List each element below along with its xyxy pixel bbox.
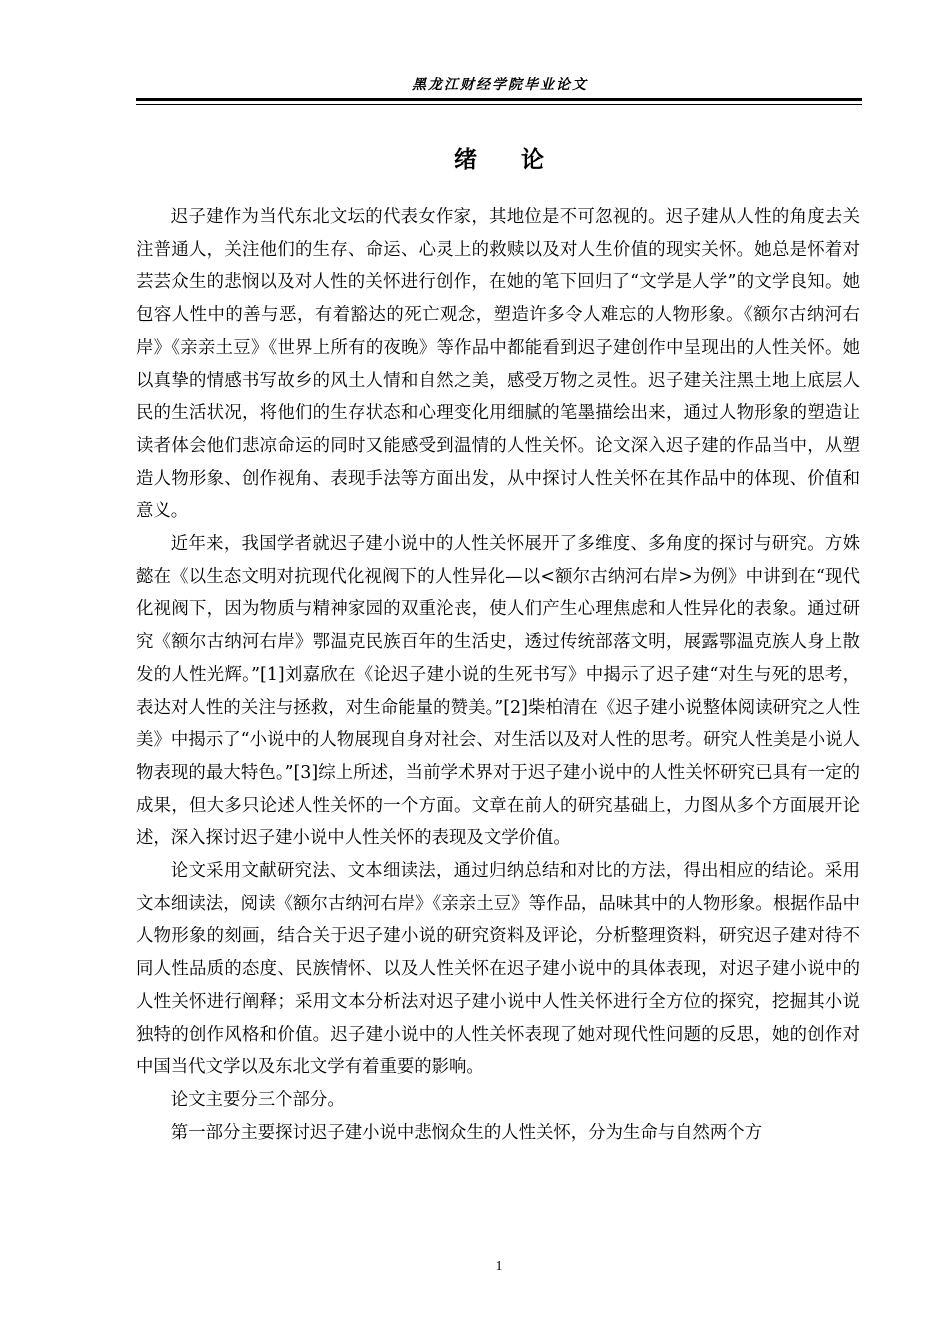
- header-rule-thin: [136, 104, 862, 105]
- chapter-title: 绪 论: [453, 147, 544, 173]
- paragraph-2: 近年来，我国学者就迟子建小说中的人性关怀展开了多维度、多角度的探讨与研究。方姝懿在《以生态文明对抗现代化视阀下的人性异化—以<额尔古纳河右岸>为例》中讲到在“现代化视阀下，因为物质与精神家园的双重沦丧，使人们产生心理焦虑和人性异化的表象。通过研究《额尔古纳河右岸》鄂温克民族百年的生活史，透过传统部落文明，展露鄂温克族人身上散发的人性光辉。”[1]刘嘉欣在《论迟子建小说的生死书写》中揭示了迟子建“对生与死的思考，表达对人性的关注与拯救，对生命能量的赞美。”[2]柴柏清在《迟子建小说整体阅读研究之人性美》中揭示了“小说中的人物展现自身对社会、对生活以及对人性的思考。研究人性美是小说人物表现的最大特色。”[3]综上所述，当前学术界对于迟子建小说中的人性关怀研究已具有一定的成果，但大多只论述人性关怀的一个方面。文章在前人的研究基础上，力图从多个方面展开论述，深入探讨迟子建小说中人性关怀的表现及文学价值。: [136, 534, 860, 849]
- paragraph-5: 第一部分主要探讨迟子建小说中悲悯众生的人性关怀，分为生命与自然两个方: [170, 1122, 763, 1143]
- paragraph-1: 迟子建作为当代东北文坛的代表女作家，其地位是不可忽视的。迟子建从人性的角度去关注普通人，关注他们的生存、命运、心灵上的救赎以及对人生价值的现实关怀。她总是怀着对芸芸众生的悲悯以及对人性的关怀进行创作，在她的笔下回归了“文学是人学”的文学良知。她包容人性中的善与恶，有着豁达的死亡观念，塑造许多令人难忘的人物形象。《额尔古纳河右岸》《亲亲土豆》《世界上所有的夜晚》等作品中都能看到迟子建创作中呈现出的人性关怀。她以真挚的情感书写故乡的风土人情和自然之美，感受万物之灵性。迟子建关注黑土地上底层人民的生活状况，将他们的生存状态和心理变化用细腻的笔墨描绘出来，通过人物形象的塑造让读者体会他们悲凉命运的同时又能感受到温情的人性关怀。论文深入迟子建的作品当中，从塑造人物形象、创作视角、表现手法等方面出发，从中探讨人性关怀在其作品中的体现、价值和意义。: [136, 207, 860, 522]
- header-rule-thick: [136, 98, 862, 101]
- paragraph-4: 论文主要分三个部分。: [170, 1089, 345, 1110]
- page-number: 1: [495, 1259, 503, 1274]
- body-text: [136, 201, 860, 1149]
- paragraph-3: 论文采用文献研究法、文本细读法，通过归纳总结和对比的方法，得出相应的结论。采用文本细读法，阅读《额尔古纳河右岸》《亲亲土豆》等作品，品味其中的人物形象。根据作品中人物形象的刻画，结合关于迟子建小说的研究资料及评论，分析整理资料，研究迟子建对待不同人性品质的态度、民族情怀、以及人性关怀在迟子建小说中的具体表现，对迟子建小说中的人性关怀进行阐释；采用文本分析法对迟子建小说中人性关怀进行全方位的探究，挖掘其小说独特的创作风格和价值。迟子建小说中的人性关怀表现了她对现代性问题的反思，她的创作对中国当代文学以及东北文学有着重要的影响。: [136, 861, 860, 1078]
- running-header: 黑龙江财经学院毕业论文: [412, 77, 588, 93]
